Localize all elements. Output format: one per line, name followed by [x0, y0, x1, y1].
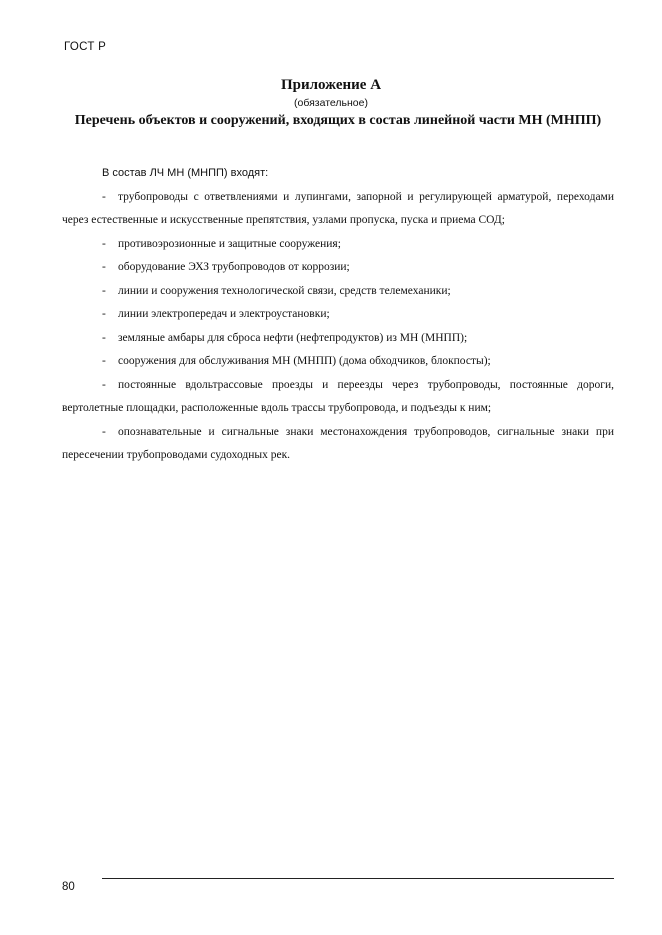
- list-item: [62, 327, 614, 351]
- bullet-dash: -: [102, 190, 106, 203]
- bullet-dash: -: [102, 378, 106, 391]
- page-number: 80: [62, 881, 75, 893]
- list-item: [62, 280, 614, 304]
- appendix-heading: Перечень объектов и сооружений, входящих в состав линейной части МН (МНПП): [74, 113, 602, 128]
- bullet-dash: -: [102, 261, 106, 273]
- intro-paragraph: В состав ЛЧ МН (МНПП) входят:: [102, 167, 269, 179]
- appendix-title: Приложение А: [280, 77, 382, 93]
- footer-divider: [102, 878, 614, 879]
- list-item-text: оборудование ЭХЗ трубопроводов от коррозии;: [118, 261, 350, 273]
- list-item-text: линии и сооружения технологической связи, средств телемеханики;: [118, 284, 451, 297]
- bullet-dash: -: [102, 355, 106, 367]
- list-item: [62, 303, 614, 327]
- list-item: [62, 421, 614, 468]
- list-item: [62, 350, 614, 374]
- bullet-dash: -: [102, 331, 106, 344]
- bullet-dash: -: [102, 308, 106, 320]
- bullet-dash: -: [102, 237, 106, 250]
- list-item-text: постоянные вдольтрассовые проезды и переезды через трубопроводы, постоянные дороги, вертолетные площадки, расположенные вдоль трассы трубопровода, и подъезды к ним;: [62, 378, 614, 414]
- list-item-text: земляные амбары для сброса нефти (нефтепродуктов) из МН (МНПП);: [118, 331, 468, 344]
- bullet-dash: -: [102, 425, 106, 438]
- list-item-text: противоэрозионные и защитные сооружения;: [118, 237, 341, 250]
- list-item: [62, 186, 614, 233]
- list-item-text: линии электропередач и электроустановки;: [118, 308, 330, 320]
- list-item: [62, 233, 614, 257]
- list-item: [62, 374, 614, 421]
- appendix-status: (обязательное): [294, 97, 368, 109]
- list-item-text: опознавательные и сигнальные знаки местонахождения трубопроводов, сигнальные знаки при пересечении трубопроводами судоходных рек.: [62, 425, 614, 461]
- document-body: [62, 162, 614, 468]
- document-header: ГОСТ Р: [64, 41, 107, 53]
- list-item-text: сооружения для обслуживания МН (МНПП) (дома обходчиков, блокпосты);: [118, 355, 491, 367]
- list-item-text: трубопроводы с ответвлениями и лупингами, запорной и регулирующей арматурой, переходами через естественные и искусственные препятствия, узлами пропуска, пуска и приема СОД;: [62, 190, 614, 226]
- bullet-dash: -: [102, 284, 106, 297]
- list-item: [62, 256, 614, 280]
